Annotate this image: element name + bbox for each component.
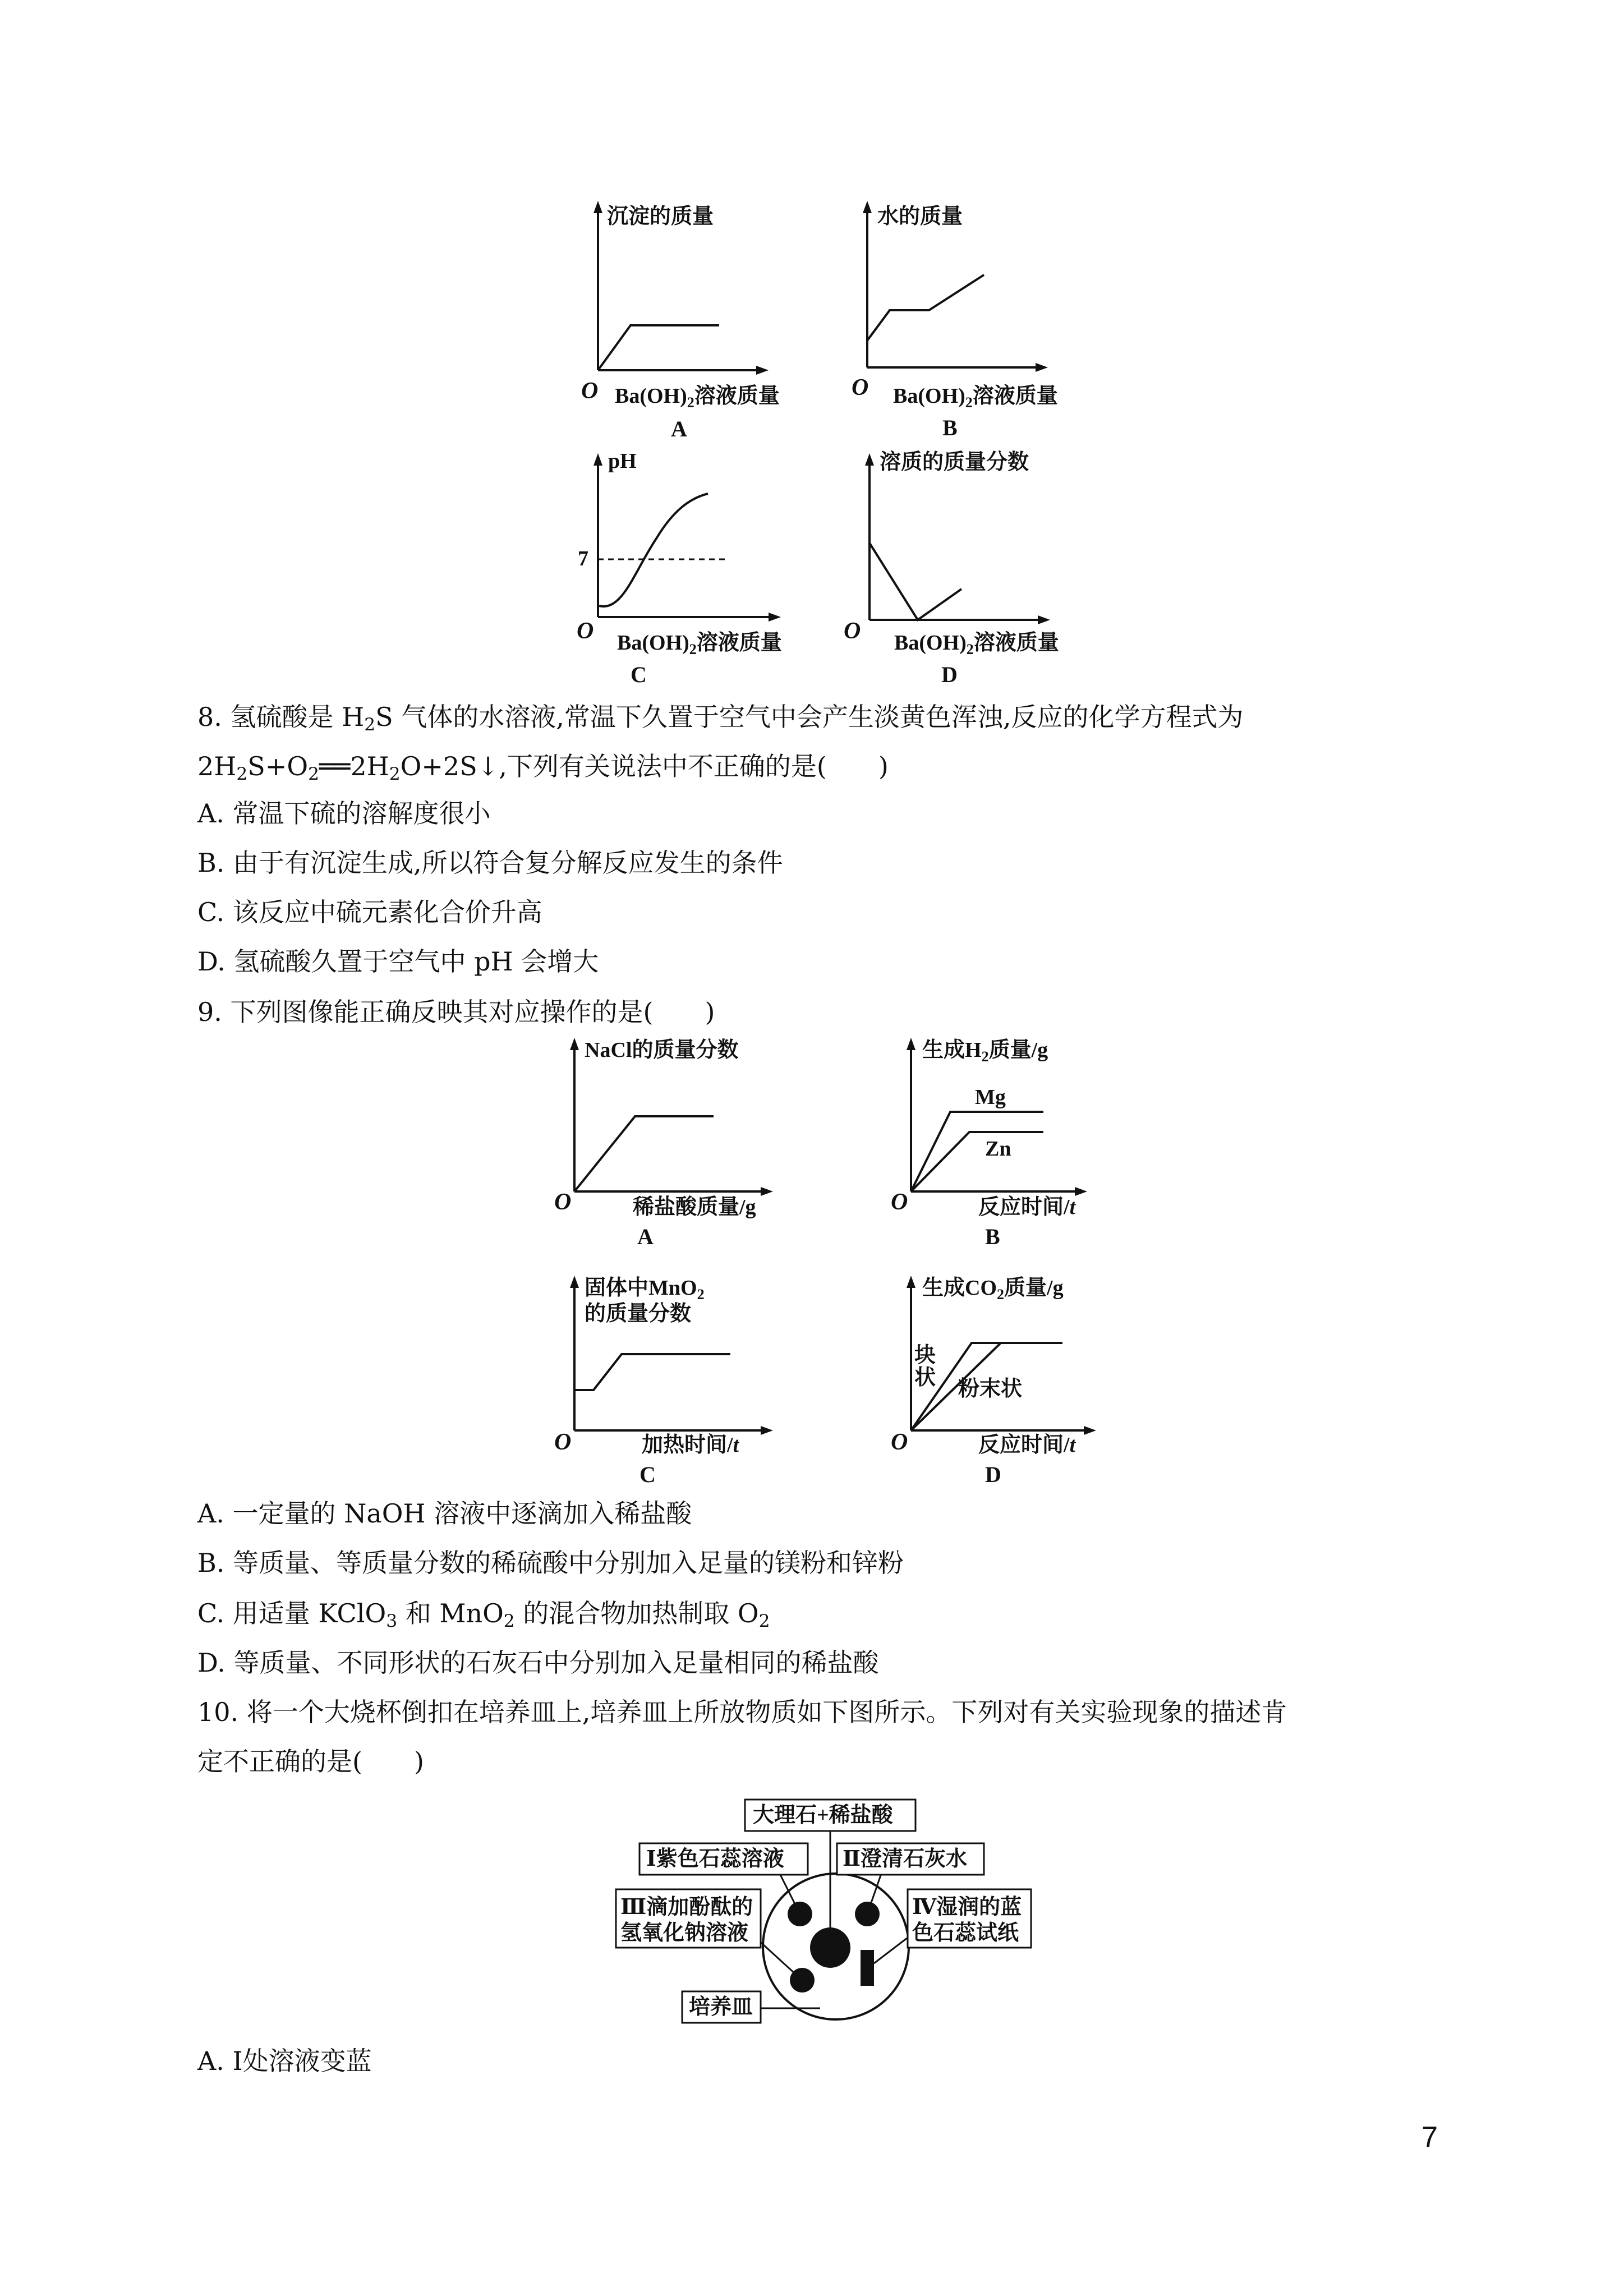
q8-equation-line: $2H_2S+O_2══2H_2O+2S↓$,下列有关说法中不正确的是( ) — [197, 751, 889, 784]
x-axis-label: $Ba(OH)_2$溶液质量 — [615, 384, 780, 411]
graph-caption: A — [671, 416, 687, 441]
y-axis-label: 水的质量 — [877, 205, 963, 228]
q7-graph-d — [832, 443, 1079, 696]
y-axis-label: 生成$H_2$质量/g — [922, 1038, 1048, 1065]
label-i: Ⅰ紫色石蕊溶液 — [646, 1847, 784, 1871]
origin-label: O — [891, 1429, 908, 1455]
origin-label: O — [577, 618, 594, 644]
label-iii-line1: Ⅲ滴加酚酞的 — [620, 1895, 753, 1919]
q8-option-a: A. 常温下硫的溶解度很小 — [197, 798, 491, 829]
origin-label: O — [581, 378, 599, 404]
label-iv-line2: 色石蕊试纸 — [912, 1921, 1019, 1945]
q9-option-b: B. 等质量、等质量分数的稀硫酸中分别加入足量的镁粉和锌粉 — [197, 1548, 904, 1578]
origin-label: O — [891, 1189, 908, 1215]
graph-caption: B — [942, 415, 958, 440]
x-axis-label: $Ba(OH)_2$溶液质量 — [893, 384, 1058, 411]
q10-stem-line2: 定不正确的是( ) — [197, 1746, 424, 1777]
q9-option-a: A. 一定量的 NaOH 溶液中逐滴加入稀盐酸 — [197, 1498, 692, 1529]
q7-graph-c — [561, 443, 808, 696]
q8-option-c: C. 该反应中硫元素化合价升高 — [197, 897, 542, 927]
x-axis-label: $Ba(OH)_2$溶液质量 — [617, 631, 782, 657]
y-axis-label: 溶质的质量分数 — [880, 450, 1029, 474]
label-iii-line2: 氢氧化钠溶液 — [620, 1921, 749, 1945]
q8-option-b: B. 由于有沉淀生成,所以符合复分解反应发生的条件 — [197, 848, 783, 878]
y-axis-label: NaCl的质量分数 — [585, 1038, 739, 1062]
graph-caption: B — [985, 1224, 1000, 1249]
x-axis-label: 反应时间/t — [978, 1195, 1076, 1219]
x-axis-label: 稀盐酸质量/g — [633, 1195, 756, 1219]
origin-label: O — [844, 618, 861, 644]
q9-graph-c — [539, 1266, 797, 1501]
ph-7-tick: 7 — [578, 547, 588, 570]
origin-label: O — [554, 1189, 572, 1215]
graph-caption: A — [637, 1224, 654, 1249]
x-axis-label: 反应时间/t — [978, 1433, 1076, 1457]
label-marble-acid: 大理石+稀盐酸 — [753, 1803, 893, 1827]
y-axis-label: 生成$CO_2$质量/g — [922, 1276, 1064, 1303]
q7-graph-a — [561, 191, 808, 449]
q10-option-a: A. Ⅰ处溶液变蓝 — [197, 2046, 372, 2076]
q9-option-d: D. 等质量、不同形状的石灰石中分别加入足量相同的稀盐酸 — [197, 1648, 879, 1678]
series-label-lump-2: 状 — [914, 1366, 936, 1389]
origin-label: O — [554, 1429, 572, 1455]
series-label-lump-1: 块 — [914, 1343, 936, 1367]
series-label-powder: 粉末状 — [958, 1377, 1023, 1401]
label-iv-line1: Ⅳ湿润的蓝 — [912, 1895, 1022, 1919]
x-axis-label: 加热时间/t — [642, 1433, 739, 1457]
q9-stem: 9. 下列图像能正确反映其对应操作的是( ) — [197, 997, 715, 1027]
q8-option-d: D. 氢硫酸久置于空气中 pH 会增大 — [197, 946, 599, 977]
q10-petri-dish-diagram — [606, 1795, 1043, 2025]
series-label-mg: Mg — [975, 1085, 1006, 1109]
page-number: 7 — [1421, 2121, 1438, 2154]
series-label-zn: Zn — [985, 1137, 1011, 1161]
y-axis-label: pH — [608, 449, 637, 473]
q9-graph-d — [875, 1266, 1133, 1501]
y-axis-label-line2: 的质量分数 — [585, 1302, 692, 1326]
litmus-paper-iv — [861, 1950, 874, 1986]
x-axis-label: $Ba(OH)_2$溶液质量 — [894, 631, 1059, 657]
graph-caption: C — [631, 662, 647, 687]
label-dish: 培养皿 — [689, 1995, 753, 2019]
q9-option-c: C. 用适量 KClO$_3$ 和 MnO$_2$ 的混合物加热制取 $O_2$ — [197, 1598, 770, 1631]
q9-graph-b — [875, 1028, 1133, 1263]
origin-label: O — [852, 375, 869, 401]
y-axis-label-line1: 固体中MnO$_2$ — [585, 1276, 705, 1303]
q8-stem-line1: 8. 氢硫酸是 $H_2S$ 气体的水溶液,常温下久置于空气中会产生淡黄色浑浊,反应的化学方程式为 — [197, 702, 1244, 735]
q7-graph-b — [832, 191, 1079, 449]
q9-graph-a — [539, 1028, 797, 1263]
q10-stem-line1: 10. 将一个大烧杯倒扣在培养皿上,培养皿上所放物质如下图所示。下列对有关实验现象的描述肯 — [197, 1697, 1287, 1727]
graph-caption: C — [640, 1462, 656, 1487]
y-axis-label: 沉淀的质量 — [607, 205, 714, 228]
label-ii: Ⅱ澄清石灰水 — [843, 1847, 968, 1871]
graph-caption: D — [941, 662, 958, 687]
graph-caption: D — [985, 1462, 1001, 1487]
